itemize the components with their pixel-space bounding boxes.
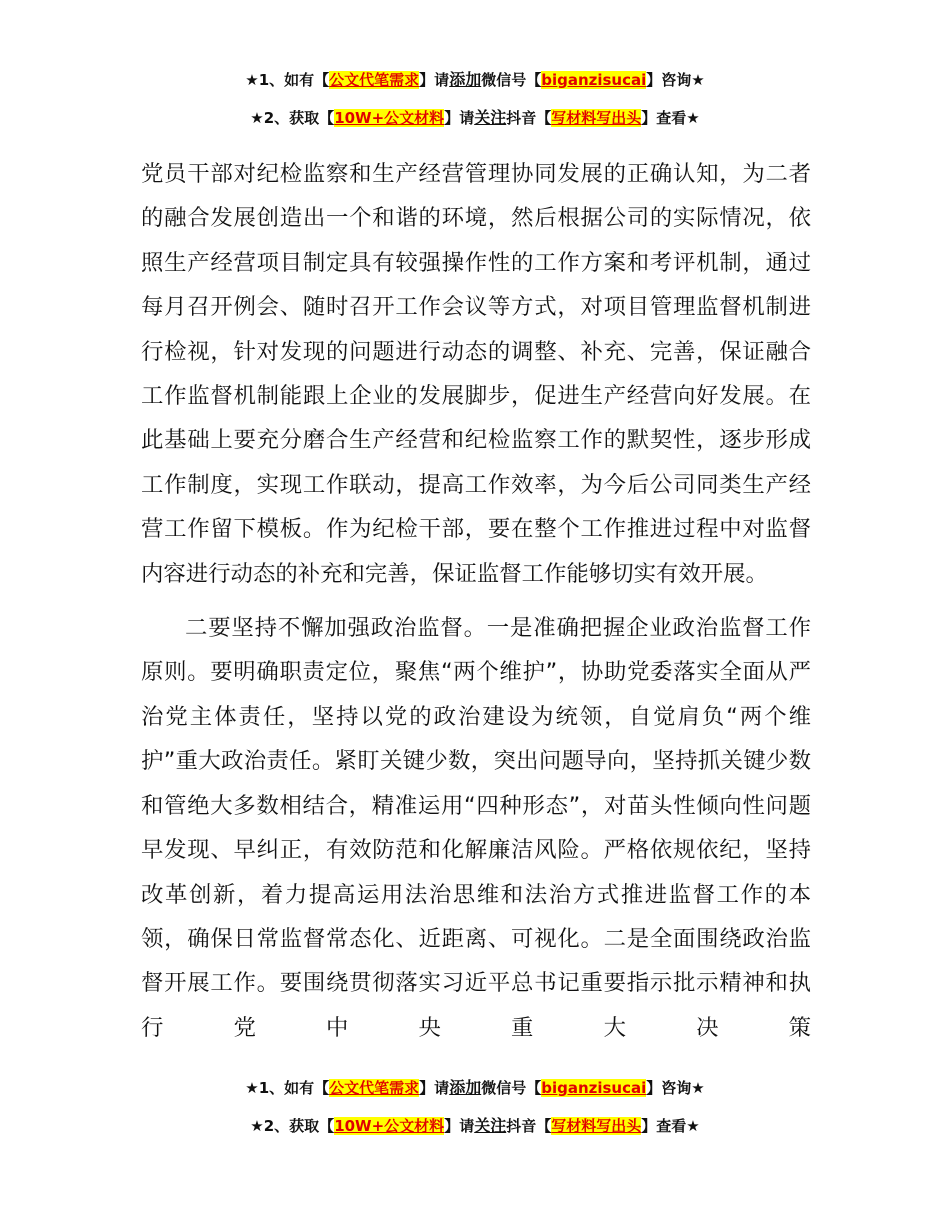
bottom-banner-line-1: ★1、如有【公文代笔需求】请添加微信号【biganzisucai】咨询★: [245, 1078, 705, 1097]
paragraph-2: 二要坚持不懈加强政治监督。一是准确把握企业政治监督工作原则。要明确职责定位，聚焦“两个维护”，协助党委落实全面从严治党主体责任，坚持以党的政治建设为统领，自觉肩负“两个维护”重大政治责任。紧盯关键少数，突出问题导向，坚持抓关键少数和管绝大多数相结合，精准运用“四种形态”，对苗头性倾向性问题早发现、早纠正，有效防范和化解廉洁风险。严格依规依纪，坚持改革创新，着力提高运用法治思维和法治方式推进监督工作的本领，确保日常监督常态化、近距离、可视化。二是全面围绕政治监督开展工作。要围绕贯彻落实习近平总书记重要指示批示精神和执行党中央重大决策: [141, 615, 811, 1041]
top-banner-line-1: ★1、如有【公文代笔需求】请添加微信号【biganzisucai】咨询★: [245, 70, 705, 89]
highlight-materials: 10W+公文材料: [334, 1117, 445, 1135]
highlight-wechat-id: biganzisucai: [541, 1079, 647, 1097]
highlight-douyin-account: 写材料写出头: [551, 109, 642, 127]
document-body: [141, 152, 811, 1050]
highlight-douyin-account: 写材料写出头: [551, 1117, 642, 1135]
highlight-service: 公文代笔需求: [329, 1079, 420, 1097]
bottom-banner-line-2: ★2、获取【10W+公文材料】请关注抖音【写材料写出头】查看★: [250, 1116, 700, 1135]
paragraph-1: 党员干部对纪检监察和生产经营管理协同发展的正确认知，为二者的融合发展创造出一个和谐的环境，然后根据公司的实际情况，依照生产经营项目制定具有较强操作性的工作方案和考评机制，通过每月召开例会、随时召开工作会议等方式，对项目管理监督机制进行检视，针对发现的问题进行动态的调整、补充、完善，保证融合工作监督机制能跟上企业的发展脚步，促进生产经营向好发展。在此基础上要充分磨合生产经营和纪检监察工作的默契性，逐步形成工作制度，实现工作联动，提高工作效率，为今后公司同类生产经营工作留下模板。作为纪检干部，要在整个工作推进过程中对监督内容进行动态的补充和完善，保证监督工作能够切实有效开展。: [141, 161, 811, 587]
highlight-service: 公文代笔需求: [329, 71, 420, 89]
top-banner-line-2: ★2、获取【10W+公文材料】请关注抖音【写材料写出头】查看★: [250, 108, 700, 127]
highlight-materials: 10W+公文材料: [334, 109, 445, 127]
highlight-wechat-id: biganzisucai: [541, 71, 647, 89]
